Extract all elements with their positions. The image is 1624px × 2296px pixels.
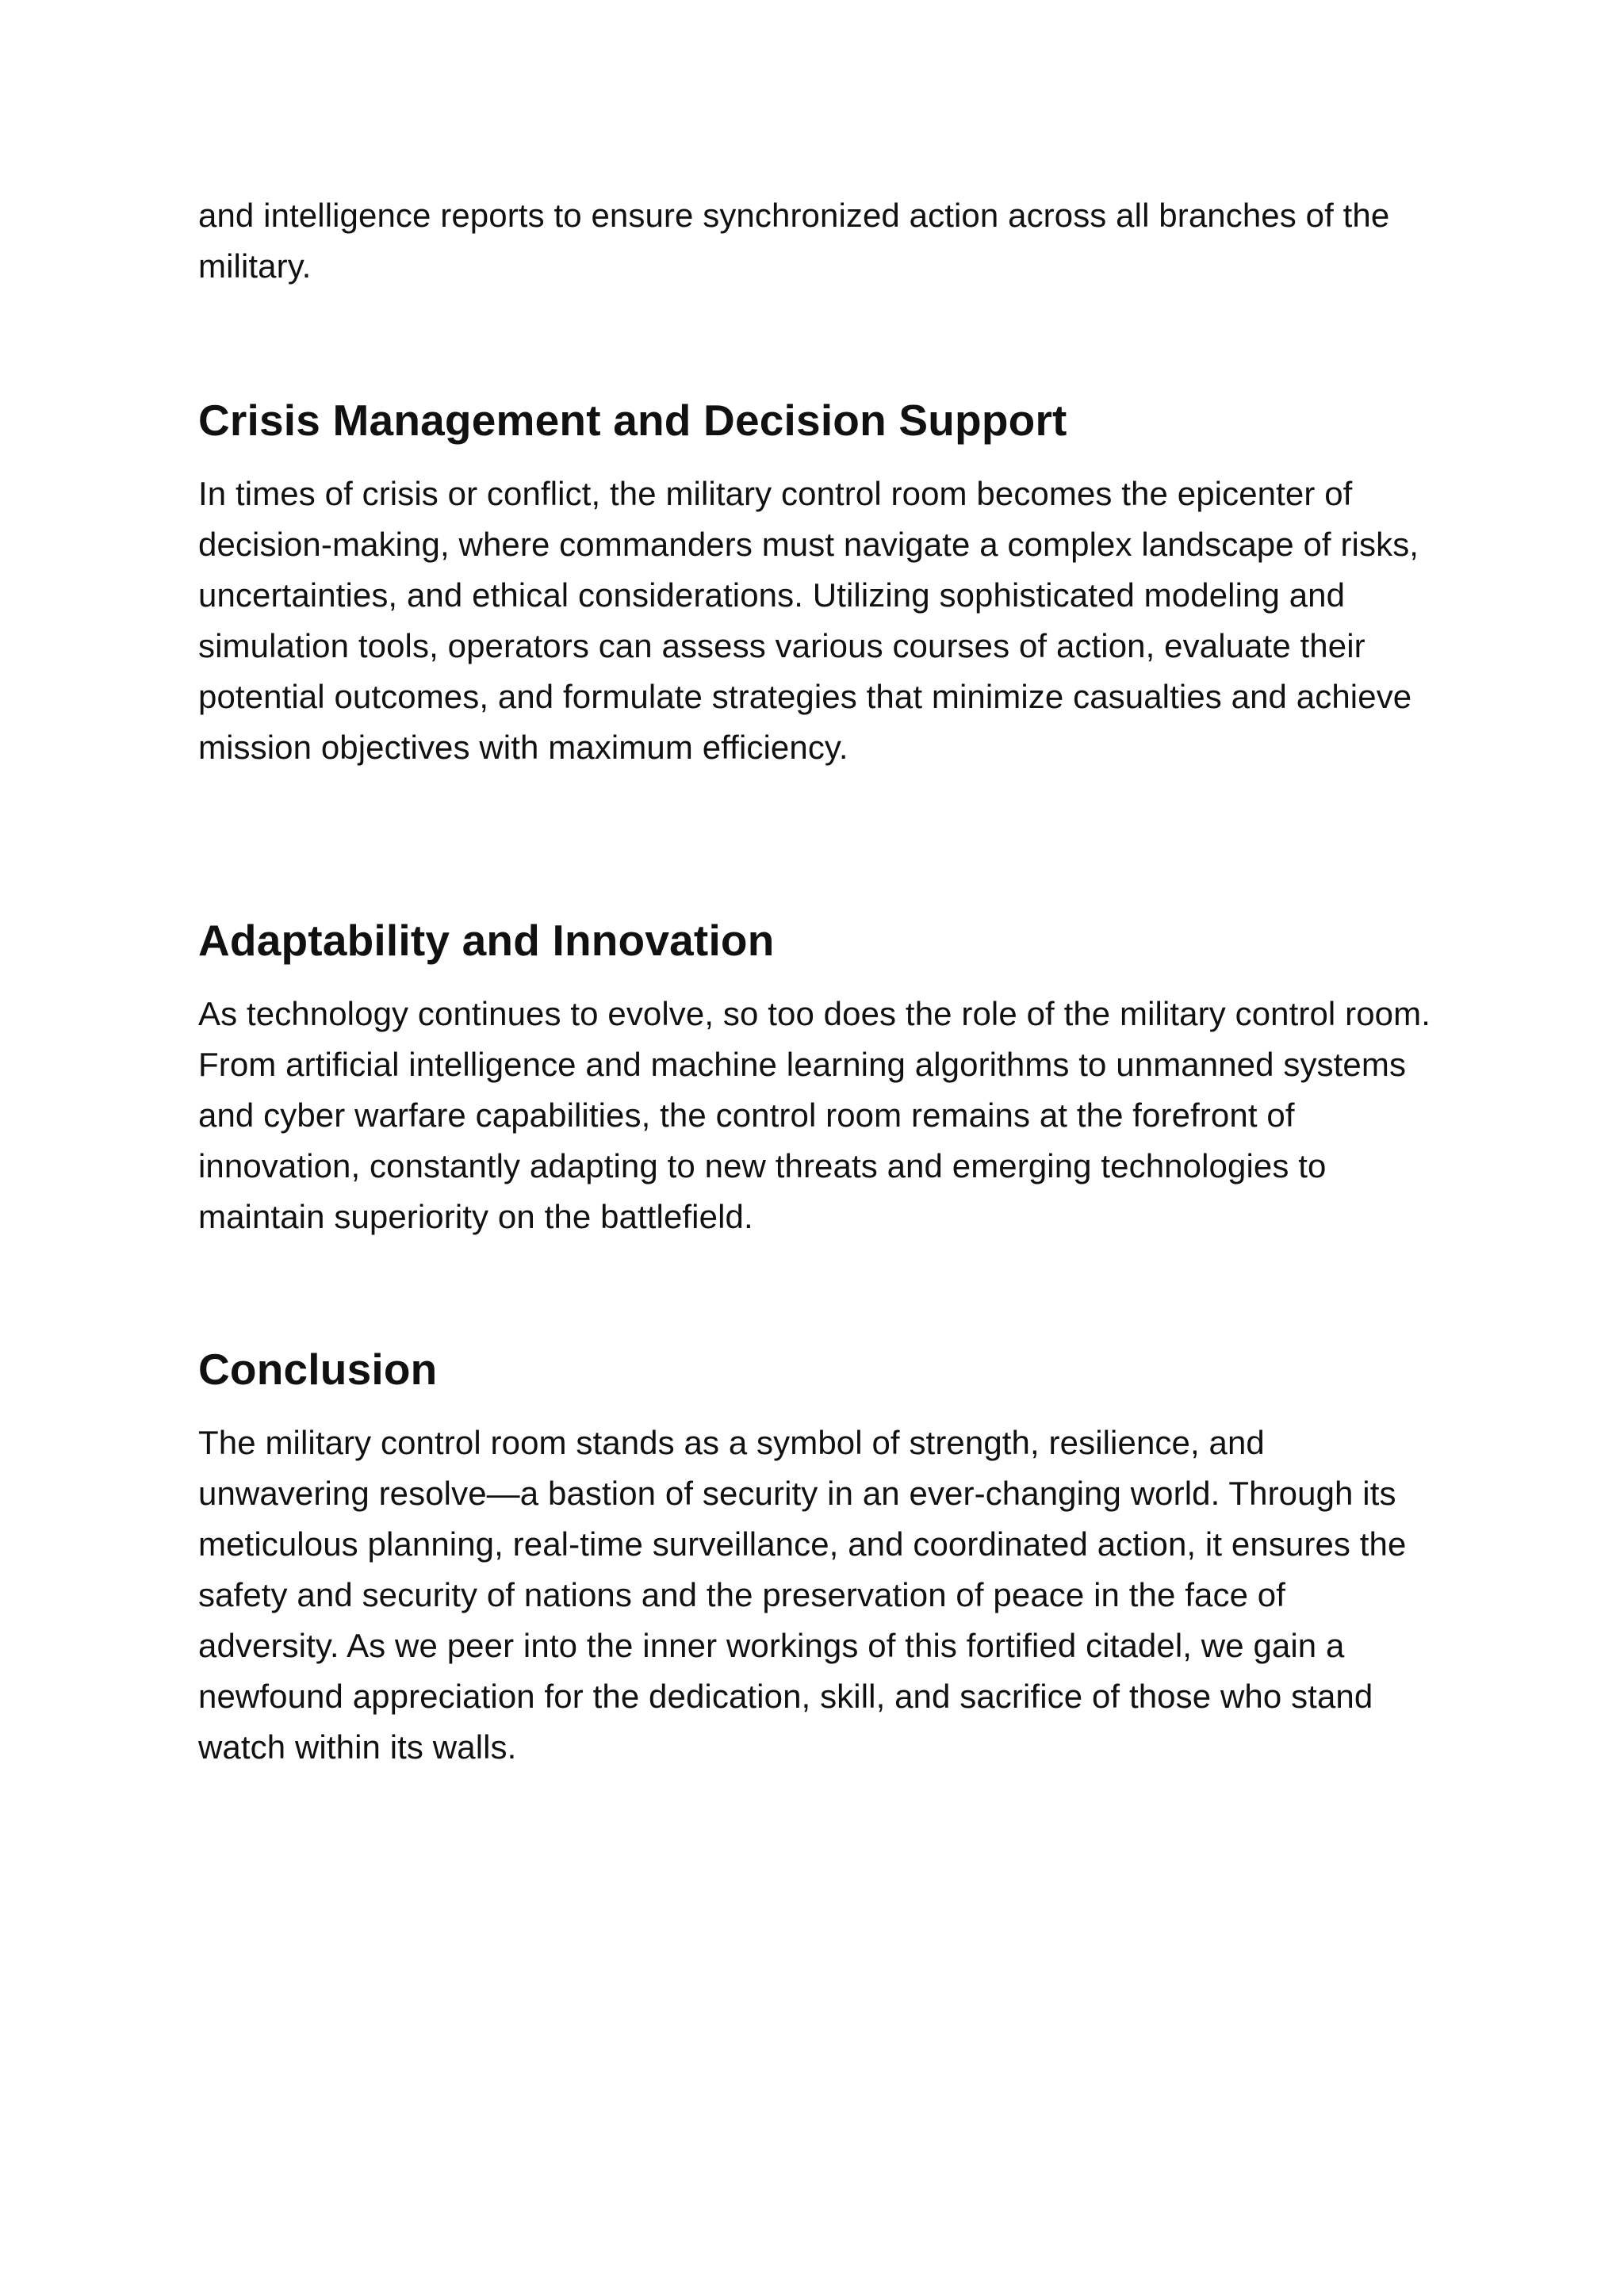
section-heading-conclusion: Conclusion <box>198 1345 438 1394</box>
section-heading-adaptability: Adaptability and Innovation <box>198 916 775 965</box>
intro-paragraph: and intelligence reports to ensure synchronized action across all branches of the military. <box>198 197 1390 285</box>
section-body-crisis-management: In times of crisis or conflict, the military control room becomes the epicenter of decision-making, where commanders must navigate a complex landscape of risks, uncertainties, and ethical considerations. Utilizing sophisticated modeling and simulation tools, operators can assess various courses of action, evaluate their potential outcomes, and formulate strategies that minimize casualties and achieve mission objectives with maximum efficiency. <box>198 475 1419 766</box>
document-page <box>198 190 1435 1773</box>
section-body-conclusion: The military control room stands as a symbol of strength, resilience, and unwavering resolve—a bastion of security in an ever-changing world. Through its meticulous planning, real-time surveillance, and coordinated action, it ensures the safety and security of nations and the preservation of peace in the face of adversity. As we peer into the inner workings of this fortified citadel, we gain a newfound appreciation for the dedication, skill, and sacrifice of those who stand watch within its walls. <box>198 1424 1407 1766</box>
section-body-adaptability: As technology continues to evolve, so too does the role of the military control room. From artificial intelligence and machine learning algorithms to unmanned systems and cyber warfare capabilities, the control room remains at the forefront of innovation, constantly adapting to new threats and emerging technologies to maintain superiority on the battlefield. <box>198 995 1431 1235</box>
section-heading-crisis-management: Crisis Management and Decision Support <box>198 396 1067 445</box>
